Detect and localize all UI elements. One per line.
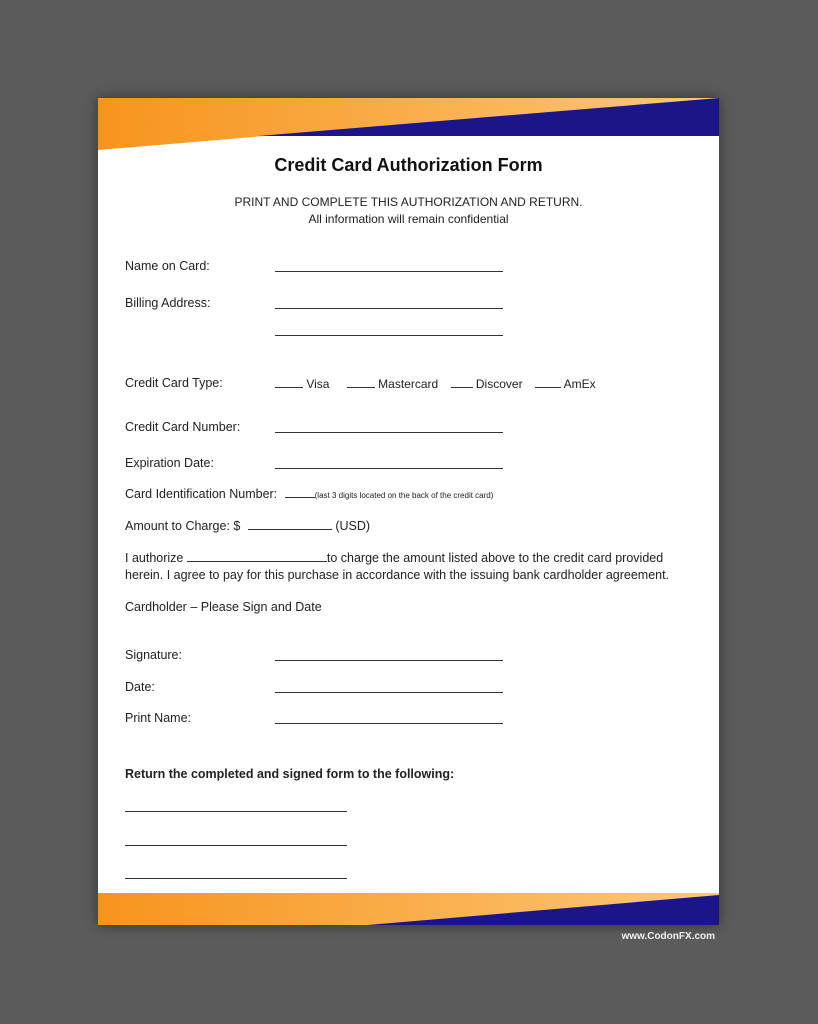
print-name-line[interactable] — [275, 723, 503, 724]
amount-unit: (USD) — [335, 519, 371, 533]
name-on-card-label: Name on Card: — [125, 259, 210, 273]
form-title: Credit Card Authorization Form — [274, 155, 543, 175]
signature-line[interactable] — [275, 660, 503, 661]
name-on-card-line[interactable] — [275, 271, 503, 272]
amount-label: Amount to Charge: $ — [125, 519, 241, 533]
form-subtitle-line1: PRINT AND COMPLETE THIS AUTHORIZATION AND RETURN. — [234, 195, 583, 209]
visa-blank[interactable] — [275, 377, 303, 388]
billing-address-line-1[interactable] — [275, 308, 503, 309]
card-type-discover: Discover — [475, 377, 523, 391]
return-address-line-1[interactable] — [125, 811, 347, 812]
card-id-note: (last 3 digits located on the back of the credit card) — [314, 491, 494, 500]
authorize-blank[interactable] — [187, 551, 327, 562]
form-page — [98, 98, 719, 925]
card-type-amex: AmEx — [563, 377, 596, 391]
billing-address-label: Billing Address: — [125, 296, 211, 310]
amex-blank[interactable] — [535, 377, 561, 388]
card-id-blank[interactable] — [285, 487, 315, 498]
discover-blank[interactable] — [451, 377, 473, 388]
card-number-line[interactable] — [275, 432, 503, 433]
print-name-label: Print Name: — [125, 711, 191, 725]
authorization-paragraph — [125, 550, 700, 584]
billing-address-line-2[interactable] — [275, 335, 503, 336]
card-type-visa: Visa — [306, 377, 330, 391]
card-type-options — [275, 377, 596, 391]
amount-blank[interactable] — [248, 519, 332, 530]
return-address-line-2[interactable] — [125, 845, 347, 846]
return-heading: Return the completed and signed form to the following: — [125, 767, 455, 781]
authorization-line-1 — [125, 550, 700, 567]
return-address-line-3[interactable] — [125, 878, 347, 879]
card-id-row — [125, 487, 493, 501]
amount-row — [125, 519, 370, 533]
card-type-label: Credit Card Type: — [125, 376, 223, 390]
authorize-rest: to charge the amount listed above to the credit card provided — [326, 551, 664, 565]
mastercard-blank[interactable] — [347, 377, 375, 388]
watermark: www.CodonFX.com — [621, 931, 715, 942]
signature-label: Signature: — [125, 648, 182, 662]
sign-heading: Cardholder – Please Sign and Date — [125, 600, 322, 614]
card-id-label: Card Identification Number: — [125, 487, 278, 501]
top-banner — [98, 98, 719, 150]
expiration-date-label: Expiration Date: — [125, 456, 214, 470]
authorization-line-2: herein. I agree to pay for this purchase in accordance with the issuing bank cardholder agreement. — [125, 568, 670, 582]
form-subtitle-line2: All information will remain confidential — [308, 212, 509, 226]
authorize-prefix: I authorize — [125, 551, 184, 565]
expiration-date-line[interactable] — [275, 468, 503, 469]
card-number-label: Credit Card Number: — [125, 420, 241, 434]
bottom-banner — [98, 893, 719, 925]
card-type-mastercard: Mastercard — [378, 377, 439, 391]
date-label: Date: — [125, 680, 155, 694]
date-line[interactable] — [275, 692, 503, 693]
